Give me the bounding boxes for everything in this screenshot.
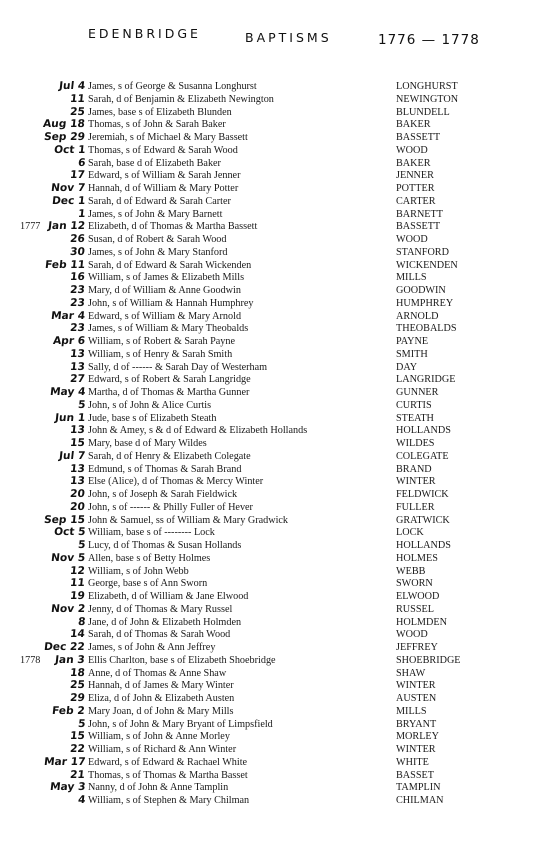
handwritten-date: Nov 5 xyxy=(50,551,86,564)
entry-text: George, base s of Ann Sworn xyxy=(88,578,208,590)
entry-surname: MORLEY xyxy=(396,731,440,743)
handwritten-date: 20 xyxy=(69,488,86,500)
entry-text: Mary Joan, d of John & Mary Mills xyxy=(88,705,234,717)
entry-surname: SMITH xyxy=(396,348,428,360)
register-row xyxy=(0,145,550,158)
entry-text: Jeremiah, s of Michael & Mary Bassett xyxy=(88,132,248,143)
entry-surname: WOOD xyxy=(396,144,428,156)
entry-surname: POTTER xyxy=(396,183,435,194)
entry-text: Anne, d of Thomas & Anne Shaw xyxy=(88,667,227,679)
entry-surname: BARNETT xyxy=(396,208,443,220)
register-row xyxy=(0,234,550,247)
handwritten-date: 13 xyxy=(69,424,86,437)
entry-text: Thomas, s of Thomas & Martha Basset xyxy=(88,769,248,781)
entry-surname: GUNNER xyxy=(396,387,439,398)
handwritten-date: Nov 7 xyxy=(50,182,86,194)
entry-text: Sarah, d of Thomas & Sarah Wood xyxy=(88,629,231,641)
entry-text: John & Samuel, ss of William & Mary Gradwick xyxy=(88,514,289,526)
register-row xyxy=(0,795,550,808)
entry-surname: BAKER xyxy=(396,157,431,169)
entry-surname: LONGHURST xyxy=(396,81,458,92)
entry-text: Nanny, d of John & Anne Tamplin xyxy=(88,782,229,794)
entry-surname: BASSETT xyxy=(396,221,441,233)
entry-surname: THEOBALDS xyxy=(396,323,457,335)
handwritten-date: Sep 15 xyxy=(43,513,86,526)
entry-surname: JENNER xyxy=(396,170,434,182)
entry-surname: SHOEBRIDGE xyxy=(396,654,461,666)
entry-surname: WINTER xyxy=(396,476,436,488)
entry-year: 1778 xyxy=(20,654,41,666)
entry-surname: BRAND xyxy=(396,463,432,475)
register-row xyxy=(0,400,550,413)
register-row xyxy=(0,489,550,502)
handwritten-date: Aug 18 xyxy=(42,118,86,131)
register-row xyxy=(0,591,550,604)
handwritten-date: 8 xyxy=(77,615,86,628)
entry-text: Edward, s of Edward & Rachael White xyxy=(88,756,248,768)
handwritten-date: 14 xyxy=(69,628,86,641)
entry-text: Sarah, base d of Elizabeth Baker xyxy=(88,157,221,169)
entry-text: Jude, base s of Elizabeth Steath xyxy=(88,412,217,424)
entry-text: James, s of William & Mary Theobalds xyxy=(88,323,249,335)
entry-text: Sally, d of ------ & Sarah Day of Westerham xyxy=(88,361,268,373)
entry-surname: AUSTEN xyxy=(396,693,437,704)
entry-surname: HOLLANDS xyxy=(396,540,451,551)
entry-surname: DAY xyxy=(396,361,418,373)
register-row xyxy=(0,298,550,311)
handwritten-date: 5 xyxy=(77,717,86,730)
handwritten-date: 6 xyxy=(77,156,86,169)
entry-text: John, s of ------ & Philly Fuller of Hever xyxy=(88,501,253,513)
entry-surname: SHAW xyxy=(396,667,426,679)
handwritten-date: 22 xyxy=(69,743,86,755)
entry-text: William, s of John & Anne Morley xyxy=(88,731,230,743)
entry-text: Hannah, d of William & Mary Potter xyxy=(88,183,239,194)
register-row xyxy=(0,81,550,94)
entry-text: John, s of William & Hannah Humphrey xyxy=(88,297,254,309)
handwritten-date: 27 xyxy=(69,373,86,386)
register-row xyxy=(0,693,550,706)
register-row xyxy=(0,132,550,145)
entry-text: Sarah, d of Benjamin & Elizabeth Newington xyxy=(88,93,274,105)
entry-surname: BAKER xyxy=(396,119,431,131)
handwritten-date: 13 xyxy=(69,475,86,488)
page-subtitle: BAPTISMS xyxy=(245,30,332,45)
entry-text: James, s of John & Mary Barnett xyxy=(88,208,223,220)
entry-text: Else (Alice), d of Thomas & Mercy Winter xyxy=(88,476,264,488)
handwritten-date: May 3 xyxy=(49,781,86,794)
entry-surname: MILLS xyxy=(396,272,427,284)
register-row xyxy=(0,196,550,209)
entry-surname: COLEGATE xyxy=(396,450,449,462)
register-row xyxy=(0,349,550,362)
entry-surname: ELWOOD xyxy=(396,591,440,602)
handwritten-date: 11 xyxy=(69,577,86,590)
register-row xyxy=(0,387,550,400)
register-row xyxy=(0,540,550,553)
handwritten-date: 5 xyxy=(77,398,86,411)
baptism-register xyxy=(0,81,550,808)
register-row xyxy=(0,553,550,566)
entry-surname: BLUNDELL xyxy=(396,106,450,118)
register-row xyxy=(0,336,550,349)
entry-text: Thomas, s of Edward & Sarah Wood xyxy=(88,144,238,156)
register-row xyxy=(0,655,550,668)
entry-surname: FULLER xyxy=(396,501,435,513)
handwritten-date: 18 xyxy=(69,666,86,679)
register-row xyxy=(0,247,550,260)
entry-text: Jenny, d of Thomas & Mary Russel xyxy=(88,603,233,615)
entry-text: Mary, d of William & Anne Goodwin xyxy=(88,285,241,296)
entry-text: John, s of John & Mary Bryant of Limpsfield xyxy=(88,718,273,730)
entry-text: William, base s of -------- Lock xyxy=(88,527,215,539)
entry-surname: CURTIS xyxy=(396,399,432,411)
entry-text: James, base s of Elizabeth Blunden xyxy=(88,106,232,118)
handwritten-date: 23 xyxy=(69,296,86,309)
handwritten-date: Feb 2 xyxy=(51,704,86,717)
entry-text: Sarah, d of Edward & Sarah Carter xyxy=(88,195,231,207)
handwritten-date: 1 xyxy=(77,207,86,220)
handwritten-date: 23 xyxy=(69,322,86,335)
entry-text: William, s of Henry & Sarah Smith xyxy=(88,348,233,360)
entry-text: Lucy, d of Thomas & Susan Hollands xyxy=(88,540,242,551)
entry-text: William, s of John Webb xyxy=(88,565,189,577)
handwritten-date: 19 xyxy=(69,590,86,602)
register-row xyxy=(0,451,550,464)
entry-surname: FELDWICK xyxy=(396,489,449,500)
entry-surname: TAMPLIN xyxy=(396,782,441,794)
entry-text: Hannah, d of James & Mary Winter xyxy=(88,680,234,692)
entry-surname: GRATWICK xyxy=(396,514,450,526)
entry-surname: WILDES xyxy=(396,438,435,449)
handwritten-date: 15 xyxy=(69,730,86,743)
entry-text: Jane, d of John & Elizabeth Holmden xyxy=(88,616,242,628)
year-range: 1776 — 1778 xyxy=(378,32,480,48)
entry-text: James, s of John & Mary Stanford xyxy=(88,246,228,258)
handwritten-date: 29 xyxy=(69,692,86,704)
handwritten-date: Apr 6 xyxy=(52,335,86,347)
entry-surname: RUSSEL xyxy=(396,603,434,615)
entry-surname: WINTER xyxy=(396,744,436,755)
entry-surname: WEBB xyxy=(396,565,426,577)
handwritten-date: 12 xyxy=(69,564,86,577)
handwritten-date: Nov 2 xyxy=(50,602,86,615)
entry-text: Elizabeth, d of Thomas & Martha Bassett xyxy=(88,221,258,233)
entry-surname: SWORN xyxy=(396,578,433,590)
entry-surname: WOOD xyxy=(396,629,428,641)
entry-text: John, s of Joseph & Sarah Fieldwick xyxy=(88,489,238,500)
handwritten-date: 17 xyxy=(69,169,86,182)
entry-text: William, s of Richard & Ann Winter xyxy=(88,744,237,755)
handwritten-date: 11 xyxy=(69,92,86,105)
entry-text: Susan, d of Robert & Sarah Wood xyxy=(88,234,227,245)
entry-surname: STANFORD xyxy=(396,246,449,258)
entry-surname: STEATH xyxy=(396,412,434,424)
handwritten-date: 13 xyxy=(69,360,86,373)
handwritten-date: 13 xyxy=(69,347,86,360)
register-row xyxy=(0,183,550,196)
entry-surname: CHILMAN xyxy=(396,795,444,806)
handwritten-date: 16 xyxy=(69,271,86,284)
handwritten-date: 25 xyxy=(69,679,86,692)
entry-text: Edmund, s of Thomas & Sarah Brand xyxy=(88,463,242,475)
entry-text: John & Amey, s & d of Edward & Elizabeth Hollands xyxy=(88,425,308,437)
handwritten-date: 13 xyxy=(69,462,86,475)
handwritten-date: Oct 1 xyxy=(53,143,86,156)
entry-surname: MILLS xyxy=(396,705,427,717)
handwritten-date: 21 xyxy=(69,768,86,781)
handwritten-date: 15 xyxy=(69,437,86,449)
register-row xyxy=(0,502,550,515)
entry-surname: HOLMDEN xyxy=(396,616,447,628)
entry-surname: ARNOLD xyxy=(396,310,439,322)
handwritten-date: 25 xyxy=(69,105,86,118)
handwritten-date: Oct 5 xyxy=(53,526,86,539)
page-title: EDENBRIDGE xyxy=(88,26,201,41)
handwritten-date: Jun 1 xyxy=(54,411,86,424)
handwritten-date: Jul 4 xyxy=(58,80,86,92)
register-row xyxy=(0,94,550,107)
register-row xyxy=(0,438,550,451)
entry-surname: GOODWIN xyxy=(396,285,446,296)
handwritten-date: May 4 xyxy=(49,386,86,398)
handwritten-date: 20 xyxy=(69,500,86,513)
entry-surname: BRYANT xyxy=(396,718,437,730)
register-row xyxy=(0,642,550,655)
entry-surname: HOLLANDS xyxy=(396,425,451,437)
handwritten-date: 4 xyxy=(77,794,86,806)
entry-year: 1777 xyxy=(20,221,41,233)
entry-surname: LANGRIDGE xyxy=(396,374,456,386)
handwritten-date: 26 xyxy=(69,233,86,245)
register-row xyxy=(0,757,550,770)
entry-text: William, s of James & Elizabeth Mills xyxy=(88,272,245,284)
entry-surname: HUMPHREY xyxy=(396,297,454,309)
register-row xyxy=(0,706,550,719)
handwritten-date: Mar 17 xyxy=(43,755,86,768)
entry-surname: WOOD xyxy=(396,234,428,245)
entry-text: Thomas, s of John & Sarah Baker xyxy=(88,119,226,131)
register-row xyxy=(0,285,550,298)
handwritten-date: Dec 22 xyxy=(43,641,86,653)
entry-text: Eliza, d of John & Elizabeth Austen xyxy=(88,693,235,704)
handwritten-date: 30 xyxy=(69,245,86,258)
entry-text: William, s of Stephen & Mary Chilman xyxy=(88,795,250,806)
handwritten-date: Jan 12 xyxy=(47,220,86,233)
handwritten-date: Jul 7 xyxy=(58,449,86,462)
entry-surname: PAYNE xyxy=(396,336,429,347)
entry-text: Sarah, d of Edward & Sarah Wickenden xyxy=(88,259,252,271)
entry-surname: WINTER xyxy=(396,680,436,692)
entry-surname: WHITE xyxy=(396,756,429,768)
register-row xyxy=(0,604,550,617)
entry-text: Edward, s of William & Mary Arnold xyxy=(88,310,242,322)
entry-surname: LOCK xyxy=(396,527,424,539)
entry-text: John, s of John & Alice Curtis xyxy=(88,399,212,411)
handwritten-date: Mar 4 xyxy=(50,309,86,322)
entry-surname: BASSET xyxy=(396,769,434,781)
entry-surname: JEFFREY xyxy=(396,642,438,653)
entry-text: Elizabeth, d of William & Jane Elwood xyxy=(88,591,249,602)
entry-text: Mary, base d of Mary Wildes xyxy=(88,438,207,449)
entry-text: Sarah, d of Henry & Elizabeth Colegate xyxy=(88,450,251,462)
entry-text: Allen, base s of Betty Holmes xyxy=(88,552,211,564)
handwritten-date: Sep 29 xyxy=(43,131,86,143)
handwritten-date: Feb 11 xyxy=(44,258,86,271)
entry-text: Edward, s of Robert & Sarah Langridge xyxy=(88,374,251,386)
entry-text: James, s of John & Ann Jeffrey xyxy=(88,642,216,653)
entry-text: Edward, s of William & Sarah Jenner xyxy=(88,170,241,182)
entry-text: Martha, d of Thomas & Martha Gunner xyxy=(88,387,250,398)
entry-surname: CARTER xyxy=(396,195,436,207)
entry-text: William, s of Robert & Sarah Payne xyxy=(88,336,235,347)
entry-text: Ellis Charlton, base s of Elizabeth Shoebridge xyxy=(88,654,276,666)
handwritten-date: Dec 1 xyxy=(51,194,86,207)
handwritten-date: 23 xyxy=(69,284,86,296)
entry-surname: HOLMES xyxy=(396,552,438,564)
register-row xyxy=(0,744,550,757)
handwritten-date: 5 xyxy=(77,539,86,551)
entry-surname: WICKENDEN xyxy=(396,259,458,271)
handwritten-date: Jan 3 xyxy=(54,653,86,666)
entry-text: James, s of George & Susanna Longhurst xyxy=(88,81,257,92)
entry-surname: BASSETT xyxy=(396,132,441,143)
entry-surname: NEWINGTON xyxy=(396,93,459,105)
